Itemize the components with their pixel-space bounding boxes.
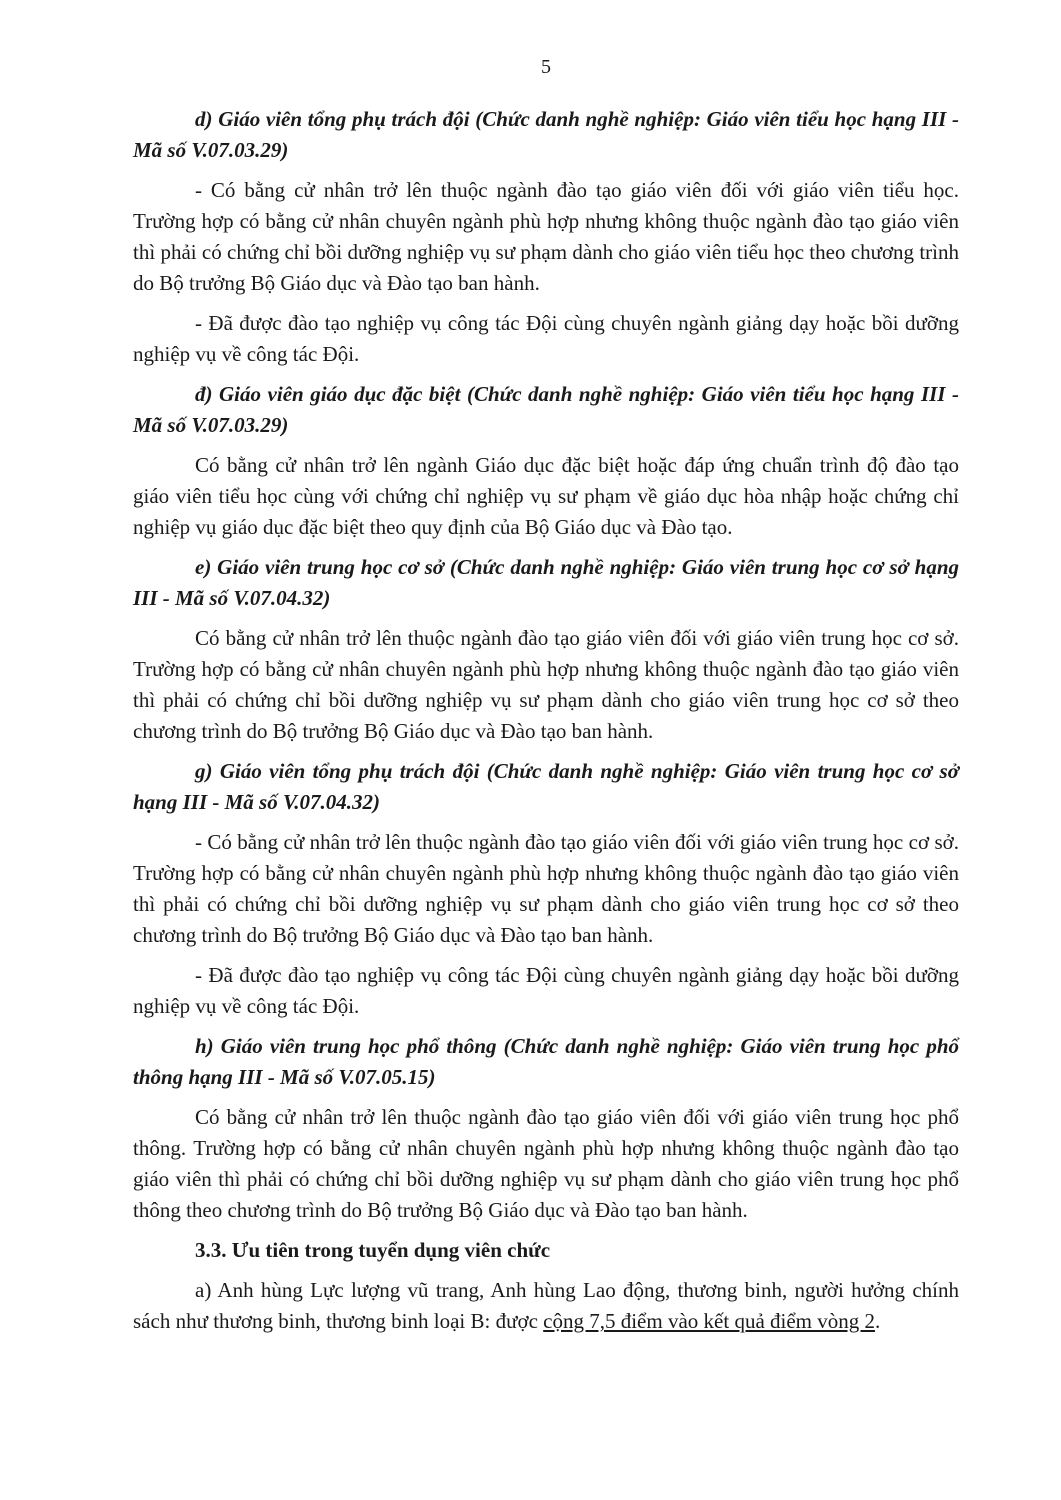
heading-dd: đ) Giáo viên giáo dục đặc biệt (Chức danh nghề nghiệp: Giáo viên tiểu học hạng III - Mã số V.07.03.29) xyxy=(133,382,959,437)
paragraph-e-1: Có bằng cử nhân trở lên thuộc ngành đào tạo giáo viên đối với giáo viên trung học cơ sở. Trường hợp có bằng cử nhân chuyên ngành phù hợp nhưng không thuộc ngành đào tạo giáo viên thì phải có chứng chỉ bồi dưỡng nghiệp vụ sư phạm dành cho giáo viên trung học cơ sở theo chương trình do Bộ trưởng Bộ Giáo dục và Đào tạo ban hành. xyxy=(133,626,959,743)
heading-h: h) Giáo viên trung học phổ thông (Chức danh nghề nghiệp: Giáo viên trung học phổ thông hạng III - Mã số V.07.05.15) xyxy=(133,1034,959,1089)
paragraph-d-2: - Đã được đào tạo nghiệp vụ công tác Đội cùng chuyên ngành giảng dạy hoặc bồi dưỡng nghiệp vụ về công tác Đội. xyxy=(133,311,959,366)
paragraph-d-1: - Có bằng cử nhân trở lên thuộc ngành đào tạo giáo viên đối với giáo viên tiểu học. Trường hợp có bằng cử nhân chuyên ngành phù hợp nhưng không thuộc ngành đào tạo giáo viên thì phải có chứng chỉ bồi dưỡng nghiệp vụ sư phạm dành cho giáo viên tiểu học theo chương trình do Bộ trưởng Bộ Giáo dục và Đào tạo ban hành. xyxy=(133,178,959,295)
priority-a-text: a) Anh hùng Lực lượng vũ trang, Anh hùng Lao động, thương binh, người hưởng chính sách như thương binh, thương binh loại B: được xyxy=(133,1278,959,1333)
heading-d: d) Giáo viên tổng phụ trách đội (Chức danh nghề nghiệp: Giáo viên tiểu học hạng III - Mã số V.07.03.29) xyxy=(133,107,959,162)
document-page xyxy=(133,52,959,1346)
priority-a-underlined: cộng 7,5 điểm vào kết quả điểm vòng 2 xyxy=(543,1309,876,1333)
paragraph-priority-a xyxy=(133,1275,959,1337)
section-title-priority: 3.3. Ưu tiên trong tuyển dụng viên chức xyxy=(195,1238,551,1262)
priority-a-end: . xyxy=(875,1309,881,1333)
page-number: 5 xyxy=(541,56,551,78)
paragraph-g-1: - Có bằng cử nhân trở lên thuộc ngành đào tạo giáo viên đối với giáo viên trung học cơ sở. Trường hợp có bằng cử nhân chuyên ngành phù hợp nhưng không thuộc ngành đào tạo giáo viên thì phải có chứng chỉ bồi dưỡng nghiệp vụ sư phạm dành cho giáo viên trung học cơ sở theo chương trình do Bộ trưởng Bộ Giáo dục và Đào tạo ban hành. xyxy=(133,830,959,947)
paragraph-dd-1: Có bằng cử nhân trở lên ngành Giáo dục đặc biệt hoặc đáp ứng chuẩn trình độ đào tạo giáo viên tiểu học cùng với chứng chỉ nghiệp vụ sư phạm về giáo dục hòa nhập hoặc chứng chỉ nghiệp vụ giáo dục đặc biệt theo quy định của Bộ Giáo dục và Đào tạo. xyxy=(133,453,959,539)
heading-e: e) Giáo viên trung học cơ sở (Chức danh nghề nghiệp: Giáo viên trung học cơ sở hạng III - Mã số V.07.04.32) xyxy=(133,555,959,610)
paragraph-h-1: Có bằng cử nhân trở lên thuộc ngành đào tạo giáo viên đối với giáo viên trung học phổ thông. Trường hợp có bằng cử nhân chuyên ngành phù hợp nhưng không thuộc ngành đào tạo giáo viên thì phải có chứng chỉ bồi dưỡng nghiệp vụ sư phạm dành cho giáo viên trung học phổ thông theo chương trình do Bộ trưởng Bộ Giáo dục và Đào tạo ban hành. xyxy=(133,1105,959,1222)
paragraph-g-2: - Đã được đào tạo nghiệp vụ công tác Đội cùng chuyên ngành giảng dạy hoặc bồi dưỡng nghiệp vụ về công tác Đội. xyxy=(133,963,959,1018)
heading-g: g) Giáo viên tổng phụ trách đội (Chức danh nghề nghiệp: Giáo viên trung học cơ sở hạng III - Mã số V.07.04.32) xyxy=(133,759,959,814)
